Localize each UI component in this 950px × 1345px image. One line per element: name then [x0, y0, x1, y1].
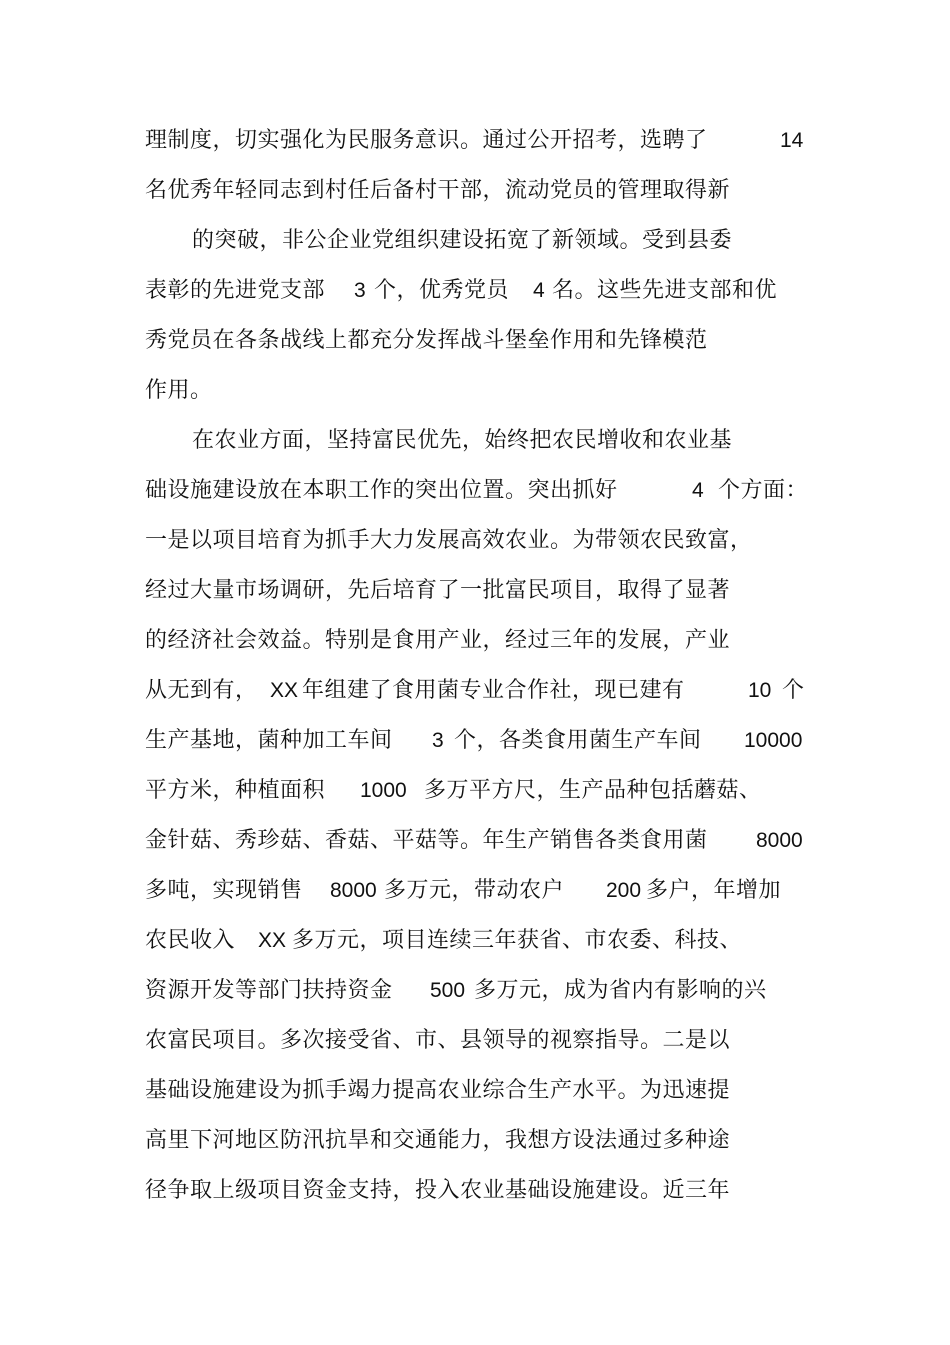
text-line: 基础设施建设为抓手竭力提高农业综合生产水平。为迅速提: [145, 1078, 731, 1103]
text-line: 从无到有，: [145, 678, 258, 703]
text-line: 金针菇、秀珍菇、香菇、平菇等。年生产销售各类食用菌: [145, 828, 708, 853]
text-line: 名。这些先进支部和优: [552, 278, 778, 303]
text-line: 多万元，项目连续三年获省、市农委、科技、: [292, 928, 743, 953]
text-line: 个方面：: [718, 478, 809, 503]
text-line: 表彰的先进党支部: [145, 278, 326, 303]
number-xx: XX: [258, 929, 287, 952]
text-line: 径争取上级项目资金支持，投入农业基础设施建设。近三年: [145, 1178, 731, 1203]
text-line: 多户，年增加: [646, 878, 782, 903]
text-line: 平方米，种植面积: [145, 778, 326, 803]
text-line: 农民收入: [145, 928, 236, 953]
number-8000: 8000: [756, 829, 803, 852]
number-4: 4: [533, 279, 545, 302]
number-10: 10: [748, 679, 772, 702]
text-line: 生产基地，菌种加工车间: [145, 728, 393, 753]
text-line: 多吨，实现销售: [145, 878, 303, 903]
text-line: 理制度，切实强化为民服务意识。通过公开招考，选聘了: [145, 128, 708, 153]
number-10000: 10000: [744, 729, 803, 752]
number-xx: XX: [270, 679, 299, 702]
text-line: 作用。: [145, 378, 213, 403]
text-line: 高里下河地区防汛抗旱和交通能力，我想方设法通过多种途: [145, 1128, 731, 1153]
text-line: 多万元，带动农户: [384, 878, 565, 903]
number-14: 14: [780, 129, 804, 152]
text-line: 的经济社会效益。特别是食用产业，经过三年的发展，产业: [145, 628, 731, 653]
text-line: 的突破，非公企业党组织建设拓宽了新领域。受到县委: [192, 228, 733, 253]
text-line: 多万平方尺，生产品种包括蘑菇、: [424, 778, 762, 803]
number-4: 4: [692, 479, 704, 502]
text-line: 资源开发等部门扶持资金: [145, 978, 393, 1003]
number-3: 3: [354, 279, 366, 302]
text-line: 础设施建设放在本职工作的突出位置。突出抓好: [145, 478, 618, 503]
number-500: 500: [430, 979, 466, 1002]
text-line: 一是以项目培育为抓手大力发展高效农业。为带领农民致富，: [145, 528, 753, 553]
number-8000: 8000: [330, 879, 377, 902]
number-1000: 1000: [360, 779, 407, 802]
text-line: 农富民项目。多次接受省、市、县领导的视察指导。二是以: [145, 1028, 731, 1053]
text-line: 经过大量市场调研，先后培育了一批富民项目，取得了显著: [145, 578, 731, 603]
text-line: 秀党员在各条战线上都充分发挥战斗堡垒作用和先锋模范: [145, 328, 708, 353]
text-line: 个，各类食用菌生产车间: [454, 728, 702, 753]
text-line: 年组建了食用菌专业合作社，现已建有: [302, 678, 685, 703]
text-line: 在农业方面，坚持富民优先，始终把农民增收和农业基: [192, 428, 733, 453]
text-line: 名优秀年轻同志到村任后备村干部，流动党员的管理取得新: [145, 178, 731, 203]
number-3: 3: [432, 729, 444, 752]
number-200: 200: [606, 879, 642, 902]
text-line: 多万元，成为省内有影响的兴: [474, 978, 767, 1003]
text-line: 个: [782, 678, 805, 703]
text-line: 个，优秀党员: [374, 278, 510, 303]
